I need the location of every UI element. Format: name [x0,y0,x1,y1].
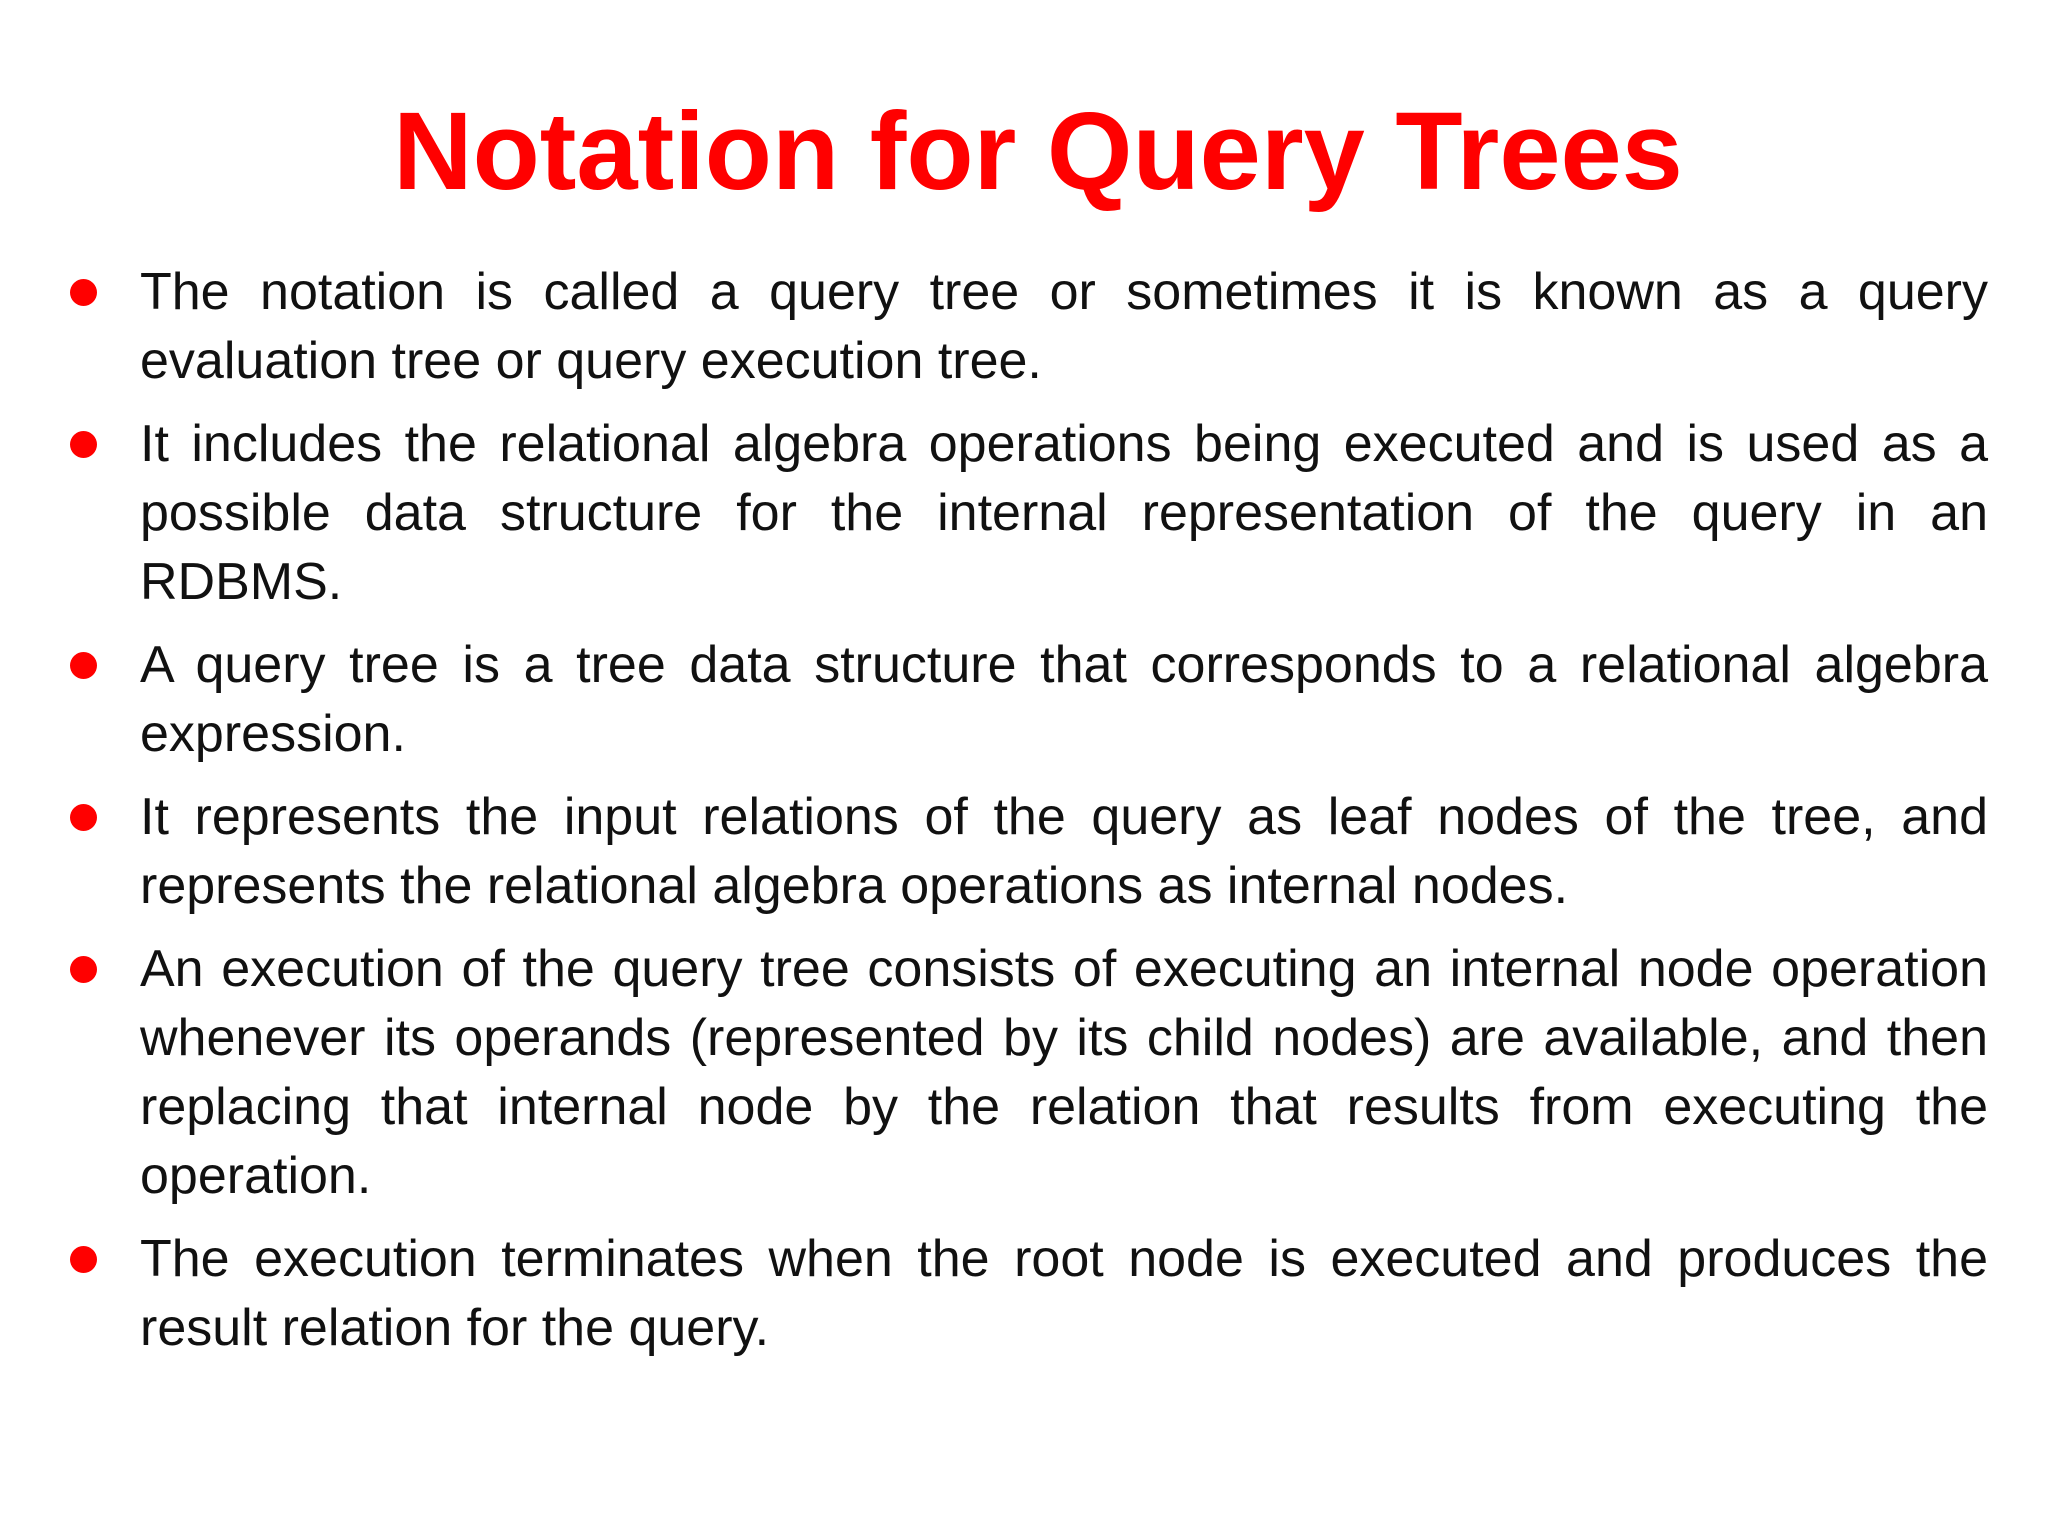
bullet-item [0,410,2048,617]
bullet-item [0,783,2048,921]
bullet-text: An execution of the query tree consists of executing an internal node operation whenever its operands (represented by its child nodes) are available, and then replacing that internal node by the relation that results from executing the operation. [140,940,1988,1205]
bullet-item [0,631,2048,769]
bullet-text: A query tree is a tree data structure that corresponds to a relational algebra expression. [140,636,1988,763]
bullet-dot-icon [70,652,97,679]
bullet-item [0,258,2048,396]
bullet-item [0,1225,2048,1363]
bullet-dot-icon [70,1246,97,1273]
slide-title: Notation for Query Trees [393,90,1683,213]
bullet-list [0,258,2048,1377]
bullet-item [0,935,2048,1211]
bullet-dot-icon [70,956,97,983]
bullet-text: The execution terminates when the root node is executed and produces the result relation for the query. [140,1230,1988,1357]
bullet-text: The notation is called a query tree or sometimes it is known as a query evaluation tree or query execution tree. [140,263,1988,390]
bullet-dot-icon [70,431,97,458]
bullet-dot-icon [70,279,97,306]
bullet-text: It represents the input relations of the query as leaf nodes of the tree, and represents the relational algebra operations as internal nodes. [140,788,1988,915]
bullet-text: It includes the relational algebra operations being executed and is used as a possible data structure for the internal representation of the query in an RDBMS. [140,415,1988,611]
bullet-dot-icon [70,804,97,831]
